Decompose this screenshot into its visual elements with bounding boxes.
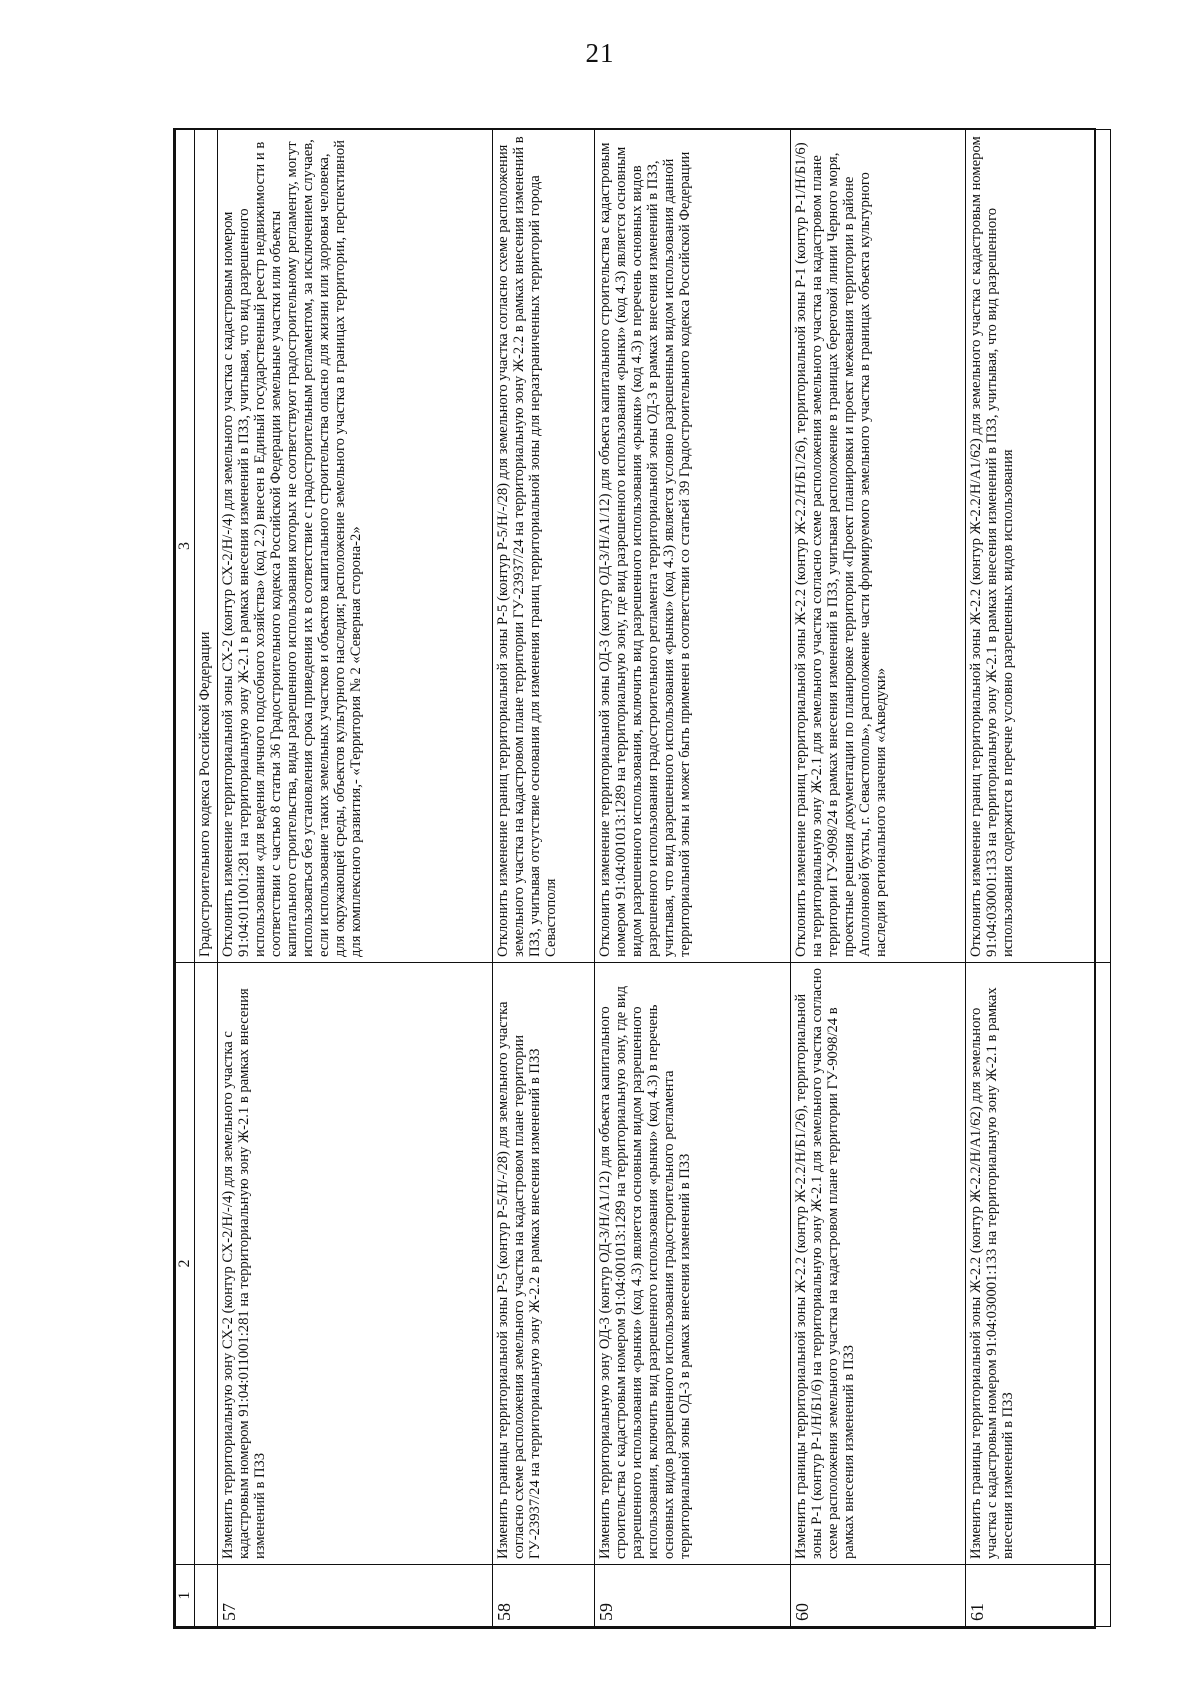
proposal-cell: Изменить территориальную зону ОД-3 (контур ОД-3/Н/А1/12) для объекта капитального строительства с кадастровым номером 91:04:001013:1289 на территориальную зону, где вид разрешенного использования «рынки» (код 4.3) является основным видом разрешенного использования, включить вид разрешенного использования «рынки» (код 4.3) в перечень основных видов разрешенного использования градостроительного регламента территориальной зоны ОД-3 в рамках внесения изменений в ПЗЗ — [594, 963, 790, 1565]
proposal-cell: Изменить границы территориальной зоны Ж-2.2 (контур Ж-2.2/Н/Б1/26), территориальной зоны Р-1 (контур Р-1/Н/Б1/6) на территориальную зону Ж-2.1 для земельного участка согласно схеме расположения земельного участка на кадастровом плане территории ГУ-9098/24 в рамках внесения изменений в ПЗЗ — [790, 963, 965, 1565]
continuation-empty-cell — [194, 1565, 217, 1627]
row-number: 61 — [965, 1565, 1110, 1627]
decisions-table — [175, 129, 1111, 1627]
row-number: 58 — [492, 1565, 594, 1627]
regulation-table-frame — [173, 128, 1096, 1629]
continuation-row — [194, 130, 217, 1627]
decision-cell: Отклонить изменение границ территориальной зоны Ж-2.2 (контур Ж-2.2/Н/А1/62) для земельного участка с кадастровым номером 91:04:030001:133 на территориальную зону Ж-2.1 в рамках внесения изменений в ПЗЗ, учитывая, что вид разрешенного использования содержится в перечне условно разрешенных видов использования — [965, 130, 1110, 963]
header-col-2: 2 — [176, 963, 195, 1565]
proposal-cell: Изменить территориальную зону СХ-2 (контур СХ-2/Н/-/4) для земельного участка с кадастровым номером 91:04:011001:281 на территориальную зону Ж-2.1 в рамках внесения изменений в ПЗЗ — [217, 963, 492, 1565]
page-number: 21 — [585, 38, 615, 68]
continuation-text: Градостроительного кодекса Российской Федерации — [194, 130, 217, 963]
decision-cell: Отклонить изменение территориальной зоны ОД-3 (контур ОД-3/Н/А1/12) для объекта капитального строительства с кадастровым номером 91:04:001013:1289 на территориальную зону, где вид разрешенного использования «рынки» (код 4.3) является основным видом разрешенного использования, включить вид разрешенного использования «рынки» (код 4.3) в перечень основных видов разрешенного использования градостроительного регламента территориальной зоны ОД-3 в рамках внесения изменений в ПЗЗ, учитывая, что вид разрешенного использования «рынки» (код 4.3) является условно разрешенным видом использования данной территориальной зоны и может быть применен в соответствии со статьей 39 Градостроительного кодекса Российской Федерации — [594, 130, 790, 963]
decision-cell: Отклонить изменение территориальной зоны СХ-2 (контур СХ-2/Н/-/4) для земельного участка с кадастровым номером 91:04:011001:281 на территориальную зону Ж-2.1 в рамках внесения изменений в ПЗЗ, учитывая, что вид разрешенного использования «для ведения личного подсобного хозяйства» (код 2.2) внесен в Единый государственный реестр недвижимости и в соответствии с частью 8 статьи 36 Градостроительного кодекса Российской Федерации земельные участки или объекты капитального строительства, виды разрешенного использования которых не соответствуют градостроительному регламенту, могут использоваться без установления срока приведения их в соответствие с градостроительным регламентом, за исключением случаев, если использование таких земельных участков и объектов капитального строительства опасно для жизни или здоровья человека, для окружающей среды, объектов культурного наследия; расположение земельного участка в границах территории, перспективной для комплексного развития,- «Территория № 2 «Северная сторона-2» — [217, 130, 492, 963]
table-row — [492, 130, 594, 1627]
table-row — [594, 130, 790, 1627]
proposal-cell: Изменить границы территориальной зоны Р-5 (контур Р-5/Н/-/28) для земельного участка согласно схеме расположения земельного участка на кадастровом плане территории ГУ-23937/24 на территориальную зону Ж-2.2 в рамках внесения изменений в ПЗЗ — [492, 963, 594, 1565]
table-header-row — [176, 130, 195, 1627]
row-number: 60 — [790, 1565, 965, 1627]
rotated-table-wrapper — [175, 130, 1094, 1627]
continuation-empty-cell — [194, 963, 217, 1565]
decision-cell: Отклонить изменение границ территориальной зоны Ж-2.2 (контур Ж-2.2/Н/Б1/26), территориальной зоны Р-1 (контур Р-1/Н/Б1/6) на территориальную зону Ж-2.1 для земельного участка согласно схеме расположения земельного участка на кадастровом плане территории ГУ-9098/24 в рамках внесения изменений в ПЗЗ, учитывая расположение в границах береговой линии Черного моря, проектные решения документации по планировке территории «Проект планировки и проект межевания территории в районе Аполлоновой бухты, г. Севастополь», расположение части формируемого земельного участка в границах объекта культурного наследия регионального значения «Акведуки» — [790, 130, 965, 963]
table-row — [790, 130, 965, 1627]
table-row — [965, 130, 1110, 1627]
header-col-3: 3 — [176, 130, 195, 963]
header-col-1: 1 — [176, 1565, 195, 1627]
proposal-cell: Изменить границы территориальной зоны Ж-2.2 (контур Ж-2.2/Н/А1/62) для земельного участка с кадастровым номером 91:04:030001:133 на территориальную зону Ж-2.1 в рамках внесения изменений в ПЗЗ — [965, 963, 1110, 1565]
decision-cell: Отклонить изменение границ территориальной зоны Р-5 (контур Р-5/Н/-/28) для земельного участка согласно схеме расположения земельного участка на кадастровом плане территории ГУ-23937/24 на территориальную зону Ж-2.2 в рамках внесения изменений в ПЗЗ, учитывая отсутствие основания для изменения границ территориальной зоны для неразграниченных территорий города Севастополя — [492, 130, 594, 963]
row-number: 59 — [594, 1565, 790, 1627]
table-row — [217, 130, 492, 1627]
row-number: 57 — [217, 1565, 492, 1627]
